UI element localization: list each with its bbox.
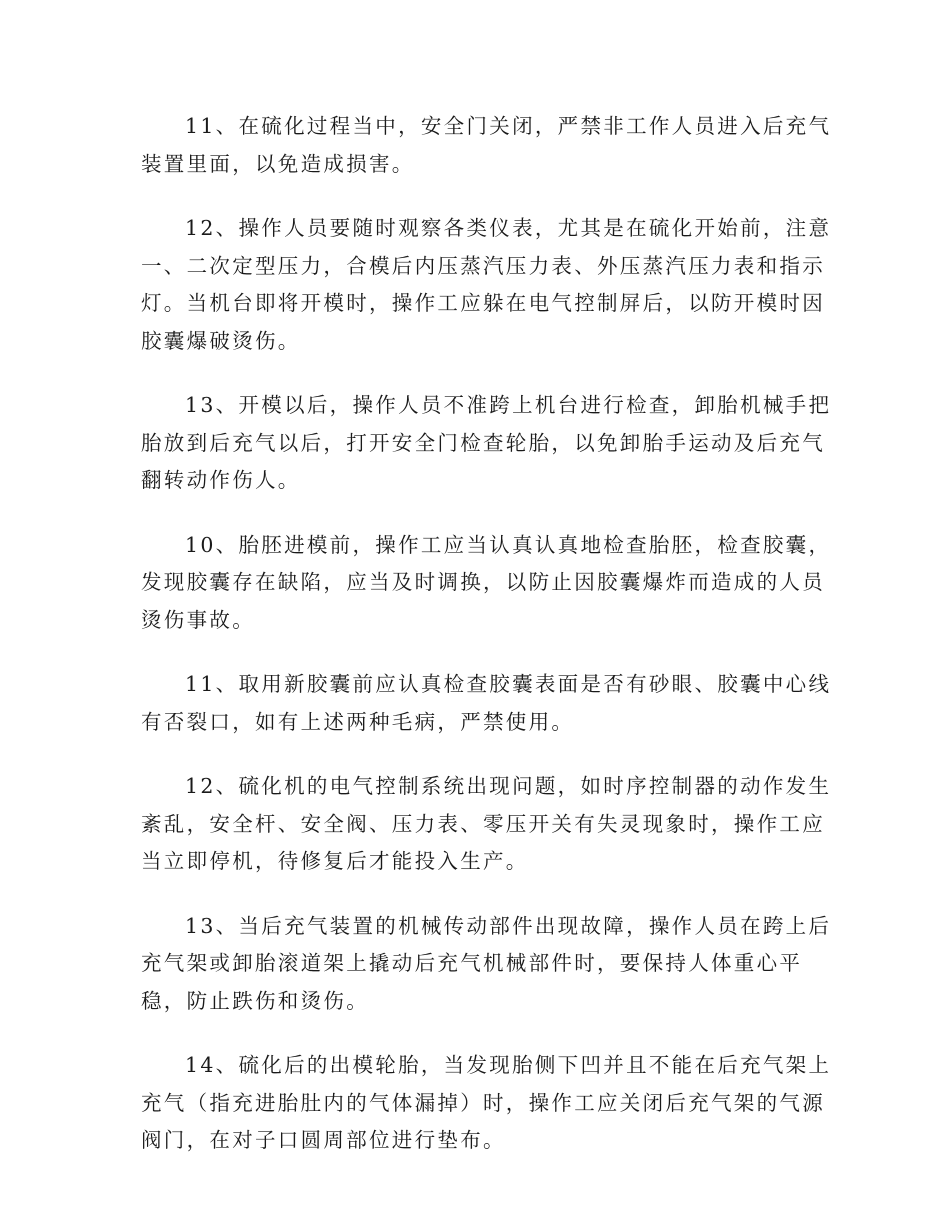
document-body (141, 108, 832, 1187)
paragraph-2 (141, 210, 832, 360)
paragraph-3 (141, 387, 832, 500)
paragraph-1 (141, 108, 832, 183)
paragraph-line: 胎放到后充气以后，打开安全门检查轮胎，以免卸胎手运动及后充气 (141, 430, 825, 455)
paragraph-line: 翻转动作伤人。 (141, 468, 301, 492)
paragraph-line: 稳，防止跌伤和烫伤。 (141, 988, 369, 1013)
paragraph-line: 装置里面，以免造成损害。 (141, 151, 415, 176)
paragraph-line: 13、开模以后，操作人员不准跨上机台进行检查，卸胎机械手把 (185, 393, 832, 417)
paragraph-line: 阀门，在对子口圆周部位进行垫布。 (141, 1128, 506, 1152)
paragraph-line: 10、胎胚进模前，操作工应当认真认真地检查胎胚，检查胶囊， (185, 532, 832, 557)
paragraph-line: 充气（指充进胎肚内的气体漏掉）时，操作工应关闭后充气架的气源 (141, 1090, 825, 1115)
paragraph-line: 充气架或卸胎滚道架上撬动后充气机械部件时，要保持人体重心平 (141, 951, 803, 975)
paragraph-7 (141, 908, 832, 1021)
paragraph-line: 胶囊爆破烫伤。 (141, 328, 301, 353)
paragraph-line: 一、二次定型压力，合模后内压蒸汽压力表、外压蒸汽压力表和指示 (141, 253, 825, 278)
paragraph-line: 13、当后充气装置的机械传动部件出现故障，操作人员在跨上后 (185, 913, 832, 938)
paragraph-line: 发现胶囊存在缺陷，应当及时调换，以防止因胶囊爆炸而造成的人员 (141, 570, 825, 594)
paragraph-line: 当立即停机，待修复后才能投入生产。 (141, 849, 529, 873)
paragraph-4 (141, 527, 832, 640)
paragraph-line: 紊乱，安全杆、安全阀、压力表、零压开关有失灵现象时，操作工应 (141, 811, 825, 836)
paragraph-line: 烫伤事故。 (141, 607, 255, 632)
paragraph-line: 11、在硫化过程当中，安全门关闭，严禁非工作人员进入后充气 (185, 114, 832, 138)
paragraph-line: 12、硫化机的电气控制系统出现问题，如时序控制器的动作发生 (185, 774, 832, 798)
paragraph-6 (141, 768, 832, 881)
paragraph-line: 有否裂口，如有上述两种毛病，严禁使用。 (141, 709, 575, 734)
paragraph-line: 14、硫化后的出模轮胎，当发现胎侧下凹并且不能在后充气架上 (185, 1053, 832, 1077)
paragraph-line: 12、操作人员要随时观察各类仪表，尤其是在硫化开始前，注意 (185, 216, 832, 240)
paragraph-line: 灯。当机台即将开模时，操作工应躲在电气控制屏后，以防开模时因 (141, 291, 825, 315)
paragraph-8 (141, 1047, 832, 1160)
paragraph-5 (141, 666, 832, 741)
paragraph-line: 11、取用新胶囊前应认真检查胶囊表面是否有砂眼、胶囊中心线 (185, 672, 832, 696)
